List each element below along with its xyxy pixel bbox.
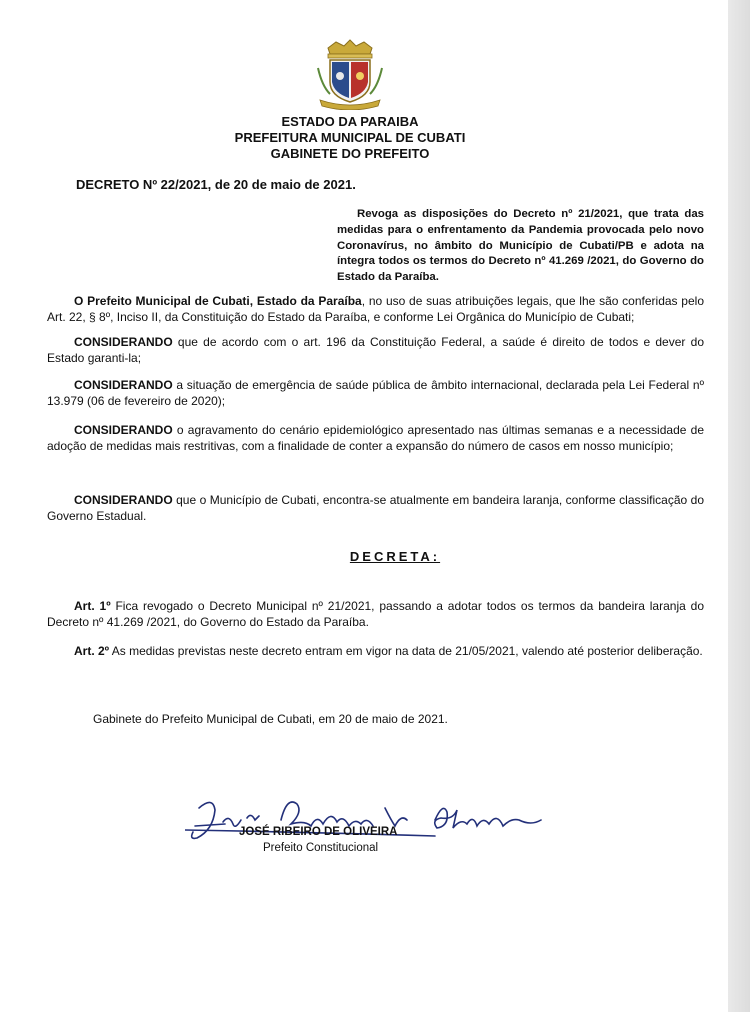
closing-line: Gabinete do Prefeito Municipal de Cubati, em 20 de maio de 2021. <box>93 712 448 726</box>
considerando-label: CONSIDERANDO <box>74 493 173 507</box>
decree-summary: Revoga as disposições do Decreto nº 21/2021, que trata das medidas para o enfrentamento da Pandemia provocada pelo novo Coronavírus, no âmbito do Município de Cubati/PB e adota na íntegra todos os termos do Decreto nº 41.269 /2021, do Governo do Estado da Paraíba. <box>337 208 704 284</box>
preamble-text: , no uso de suas atribuições legais, que lhe são conferidas pelo Art. 22, § 8º, Inciso II, da Constituição do Estado da Paraíba, e conforme Lei Orgânica do Município de Cubati; <box>47 294 704 324</box>
considerando-label: CONSIDERANDO <box>74 423 173 437</box>
decree-title: DECRETO Nº 22/2021, de 20 de maio de 2021. <box>76 177 356 192</box>
preamble-lead: O Prefeito Municipal de Cubati, Estado da Paraíba <box>74 294 362 308</box>
municipal-crest-icon <box>314 38 386 110</box>
considerando-label: CONSIDERANDO <box>74 378 173 392</box>
article-text: As medidas previstas neste decreto entram em vigor na data de 21/05/2021, valendo até posterior deliberação. <box>109 644 703 658</box>
considerando-3 <box>47 423 704 454</box>
article-label: Art. 1º <box>74 599 111 613</box>
considerando-4 <box>47 493 704 524</box>
article-1 <box>47 599 704 630</box>
considerando-2 <box>47 378 704 409</box>
article-text: Fica revogado o Decreto Municipal nº 21/2021, passando a adotar todos os termos da bandeira laranja do Decreto nº 41.269 /2021, do Governo do Estado da Paraíba. <box>47 599 704 629</box>
preamble <box>47 294 704 325</box>
header-state: ESTADO DA PARAIBA <box>281 114 419 129</box>
article-label: Art. 2º <box>74 644 110 658</box>
decreta-heading: DECRETA: <box>349 549 441 564</box>
signatory-role: Prefeito Constitucional <box>263 842 379 854</box>
considerando-label: CONSIDERANDO <box>74 335 173 349</box>
article-2 <box>47 644 704 660</box>
signatory-name: JOSÉ RIBEIRO DE OLIVEIRA <box>239 826 398 838</box>
header-prefeitura: PREFEITURA MUNICIPAL DE CUBATI <box>234 130 466 145</box>
considerando-text: a situação de emergência de saúde pública de âmbito internacional, declarada pela Lei Federal nº 13.979 (06 de fevereiro de 2020); <box>47 378 704 408</box>
considerando-1 <box>47 335 704 366</box>
considerando-text: o agravamento do cenário epidemiológico apresentado nas últimas semanas e a necessidade de adoção de medidas mais restritivas, com a finalidade de conter a expansão do número de casos em nosso município; <box>47 423 704 453</box>
header-gabinete: GABINETE DO PREFEITO <box>270 146 430 161</box>
considerando-text: que de acordo com o art. 196 da Constituição Federal, a saúde é direito de todos e dever do Estado garanti-la; <box>47 335 704 365</box>
page-edge <box>728 0 750 1012</box>
considerando-text: que o Município de Cubati, encontra-se atualmente em bandeira laranja, conforme classificação do Governo Estadual. <box>47 493 704 523</box>
